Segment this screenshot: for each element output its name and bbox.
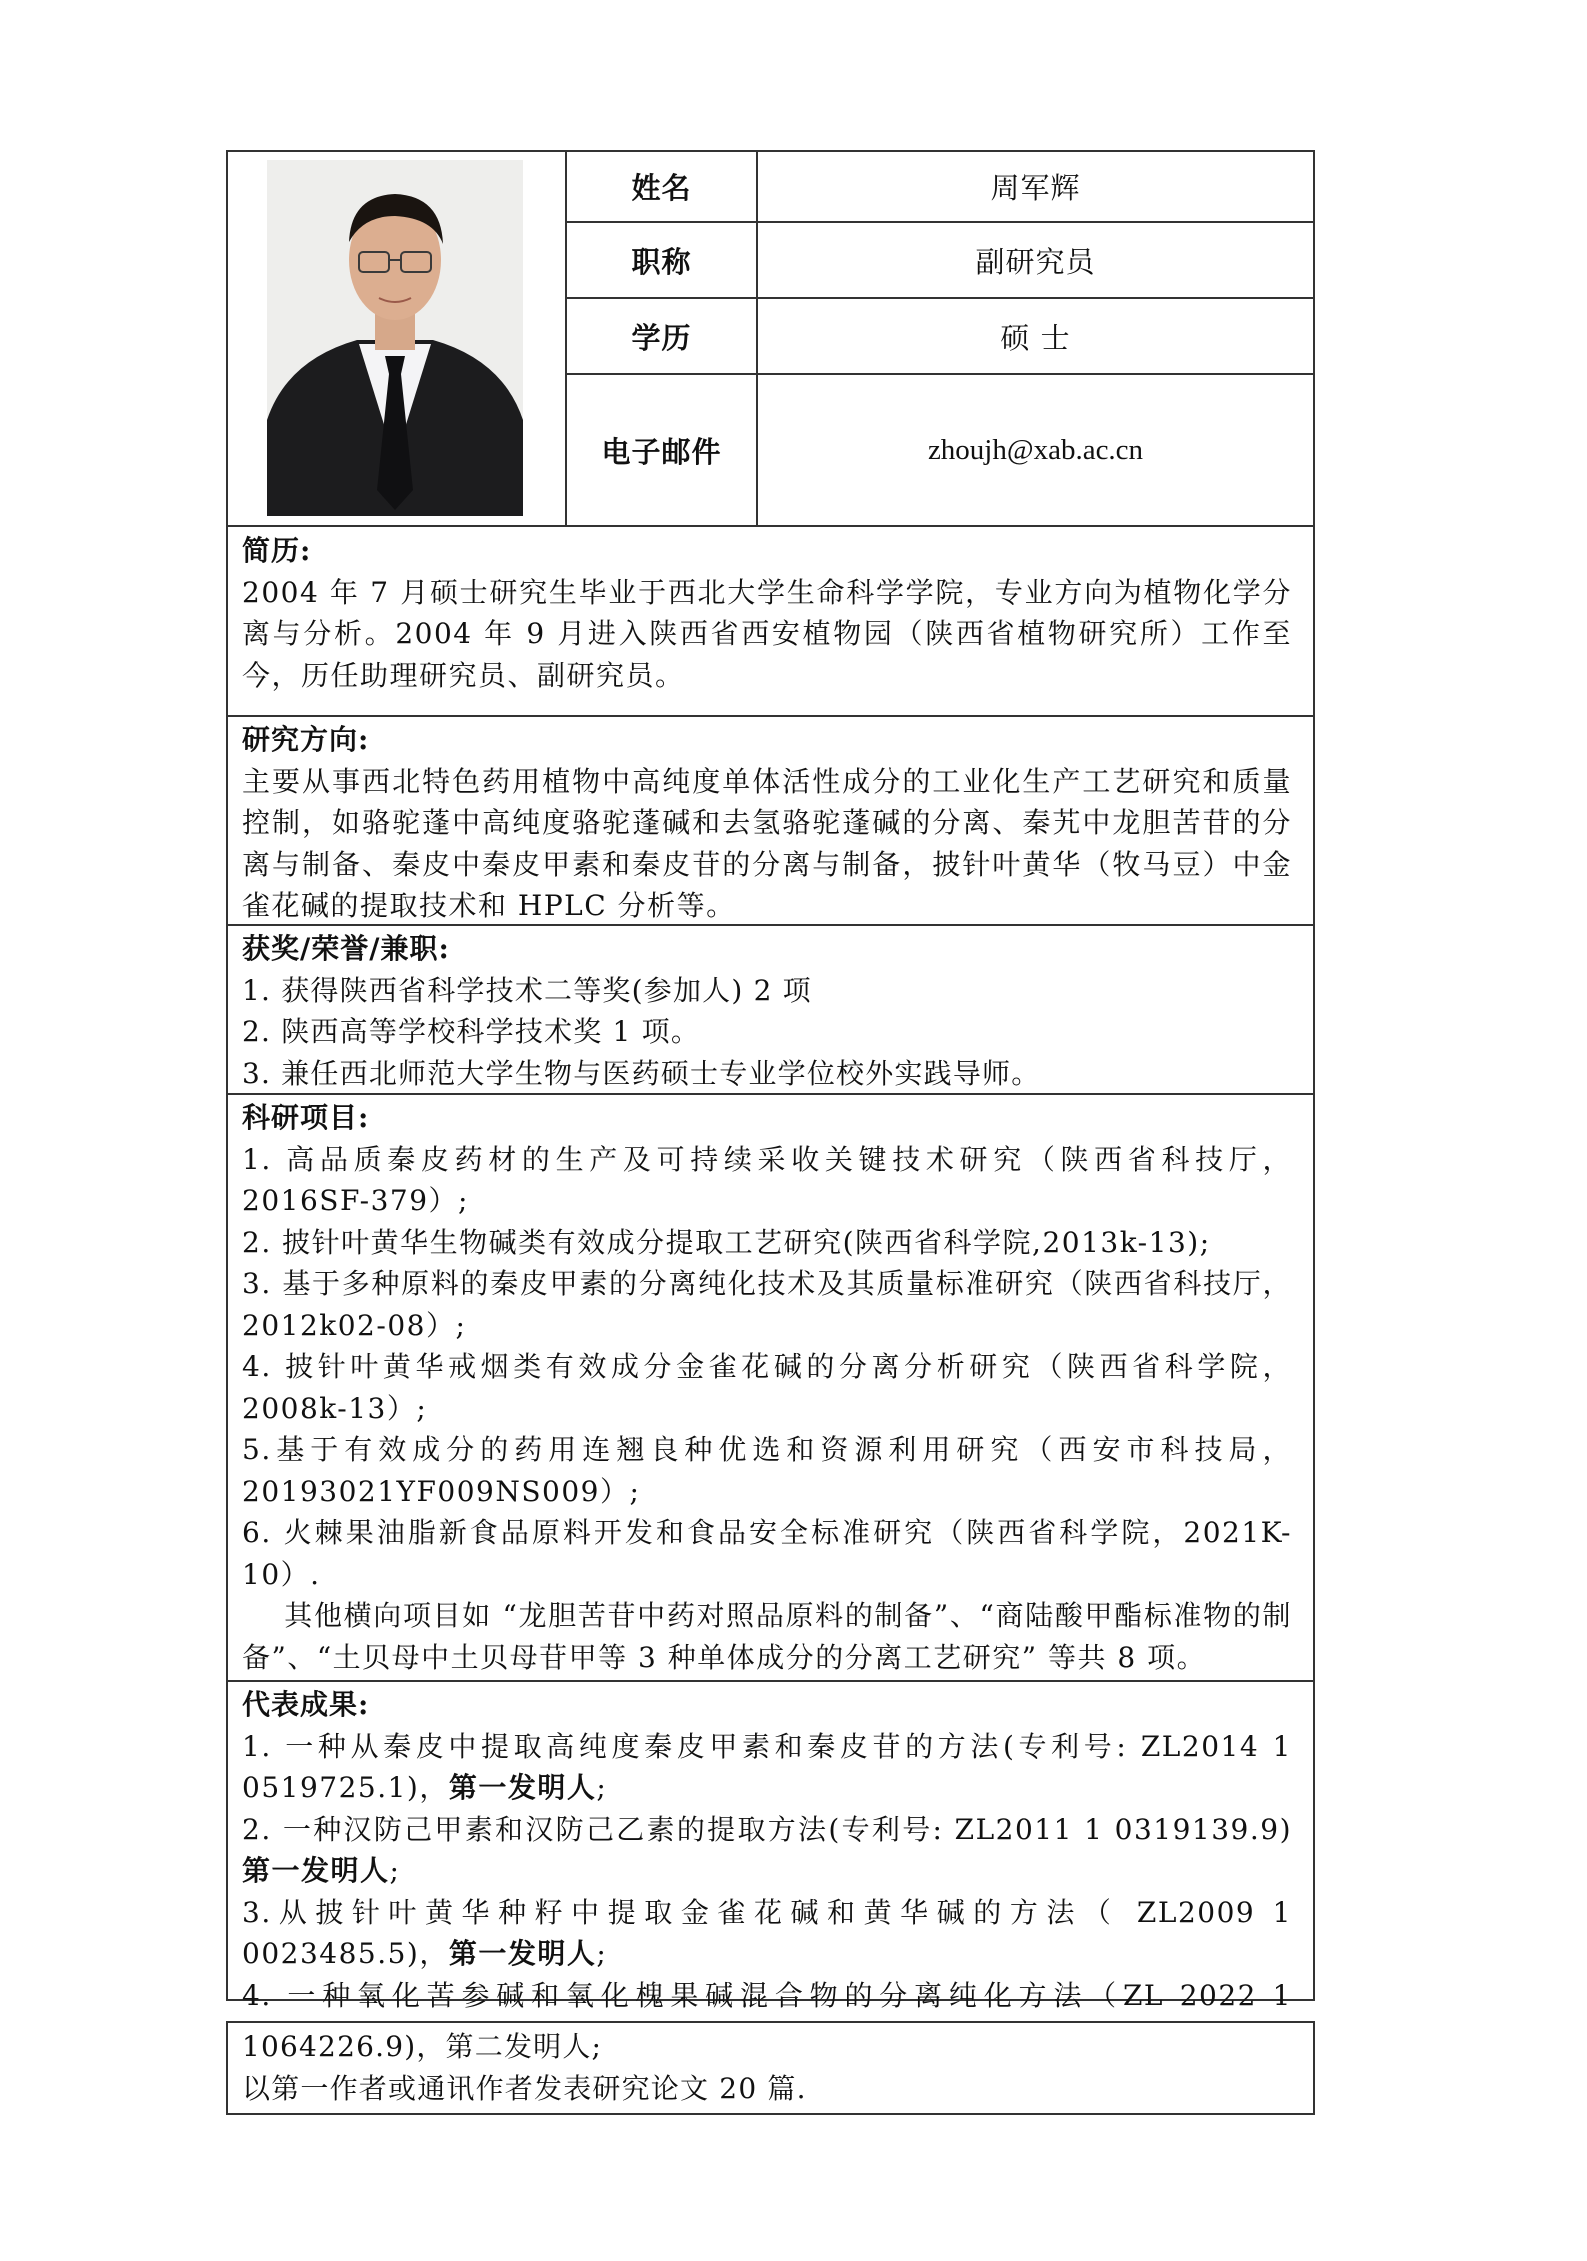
name-label: 姓名: [631, 171, 692, 205]
project-item: 3. 基于多种原料的秦皮甲素的分离纯化技术及其质量标准研究（陕西省科技厅，2012k02-08）;: [242, 1267, 1292, 1342]
email-value: zhoujh@xab.ac.cn: [927, 433, 1144, 466]
research-text: 主要从事西北特色药用植物中高纯度单体活性成分的工业化生产工艺研究和质量控制，如骆驼蓬中高纯度骆驼蓬碱和去氢骆驼蓬碱的分离、秦艽中龙胆苦苷的分离与制备、秦皮中秦皮甲素和秦皮苷的分离与制备，披针叶黄华（牧马豆）中金雀花碱的提取技术和 HPLC 分析等。: [242, 764, 1292, 922]
projects-section: [242, 1097, 1292, 1678]
education-value: 硕 士: [1000, 320, 1071, 355]
achievement-item: [242, 1892, 1292, 1975]
award-item: 3. 兼任西北师范大学生物与医药硕士专业学位校外实践导师。: [242, 1056, 1041, 1090]
project-item: 6. 火棘果油脂新食品原料开发和食品安全标准研究（陕西省科学院，2021K-10）.: [242, 1516, 1292, 1591]
resume-section: [242, 530, 1292, 696]
project-item: 5.基于有效成分的药用连翘良种优选和资源利用研究（西安市科技局，20193021YF009NS009）;: [242, 1433, 1292, 1508]
project-item: 1. 高品质秦皮药材的生产及可持续采收关键技术研究（陕西省科技厅，2016SF-379）;: [242, 1142, 1292, 1217]
inventor-role: 第一发明人: [242, 1854, 390, 1887]
education-label: 学历: [631, 320, 692, 355]
achievement-item: [242, 1809, 1292, 1892]
achievement-text: 2. 一种汉防己甲素和汉防己乙素的提取方法(专利号: ZL2011 1 0319139.9): [242, 1812, 1292, 1846]
award-item: 2. 陕西高等学校科学技术奖 1 项。: [242, 1015, 701, 1048]
awards-section: [242, 928, 1292, 1094]
research-section: [242, 719, 1292, 927]
project-other: 其他横向项目如 “龙胆苦苷中药对照品原料的制备”、“商陆酸甲酯标准物的制备”、“土贝母中土贝母苷甲等 3 种单体成分的分离工艺研究” 等共 8 项。: [242, 1599, 1292, 1674]
title-value: 副研究员: [975, 244, 1096, 279]
papers-summary: 以第一作者或通讯作者发表研究论文 20 篇.: [242, 2071, 807, 2105]
achievements-heading: 代表成果:: [242, 1688, 370, 1721]
project-item: 2. 披针叶黄华生物碱类有效成分提取工艺研究(陕西省科学院,2013k-13);: [242, 1225, 1211, 1259]
achievement-text: 1. 一种从秦皮中提取高纯度秦皮甲素和秦皮苷的方法(专利号: ZL2014 1 0519725.1)，: [242, 1729, 1292, 1804]
achievement-end: ;: [596, 1771, 608, 1804]
inventor-role: 第一发明人: [448, 1937, 597, 1970]
project-item: 4. 披针叶黄华戒烟类有效成分金雀花碱的分离分析研究（陕西省科学院，2008k-13）;: [242, 1350, 1292, 1425]
resume-text: 2004 年 7 月硕士研究生毕业于西北大学生命科学学院，专业方向为植物化学分离与分析。2004 年 9 月进入陕西省西安植物园（陕西省植物研究所）工作至今，历任助理研究员、副研究员。: [242, 575, 1292, 692]
name-value: 周军辉: [990, 171, 1081, 205]
achievement-end: ;: [596, 1937, 608, 1970]
grid-line: [226, 715, 1315, 717]
achievement-text: 3.从披针叶黄华种籽中提取金雀花碱和黄华碱的方法（ ZL2009 1 0023485.5)，: [242, 1895, 1292, 1970]
continuation-section: [242, 2026, 1292, 2109]
award-item: 1. 获得陕西省科学技术二等奖(参加人) 2 项: [242, 973, 812, 1007]
grid-line: [226, 1680, 1315, 1682]
achievement-item: 4. 一种氧化苦参碱和氧化槐果碱混合物的分离纯化方法（ZL 2022 1: [242, 1978, 1292, 2012]
awards-heading: 获奖/荣誉/兼职:: [242, 932, 450, 965]
achievement-end: ;: [389, 1854, 401, 1887]
portrait-photo: [267, 160, 523, 516]
projects-heading: 科研项目:: [242, 1101, 370, 1134]
email-label: 电子邮件: [601, 434, 722, 469]
achievement-continuation: 1064226.9)，第二发明人;: [242, 2030, 603, 2063]
title-label: 职称: [631, 244, 692, 279]
inventor-role: 第一发明人: [448, 1771, 597, 1804]
achievements-section: [242, 1684, 1292, 2016]
grid-line: [226, 525, 1315, 527]
achievement-item: [242, 1726, 1292, 1809]
research-heading: 研究方向:: [242, 723, 370, 756]
resume-heading: 简历:: [242, 534, 312, 567]
